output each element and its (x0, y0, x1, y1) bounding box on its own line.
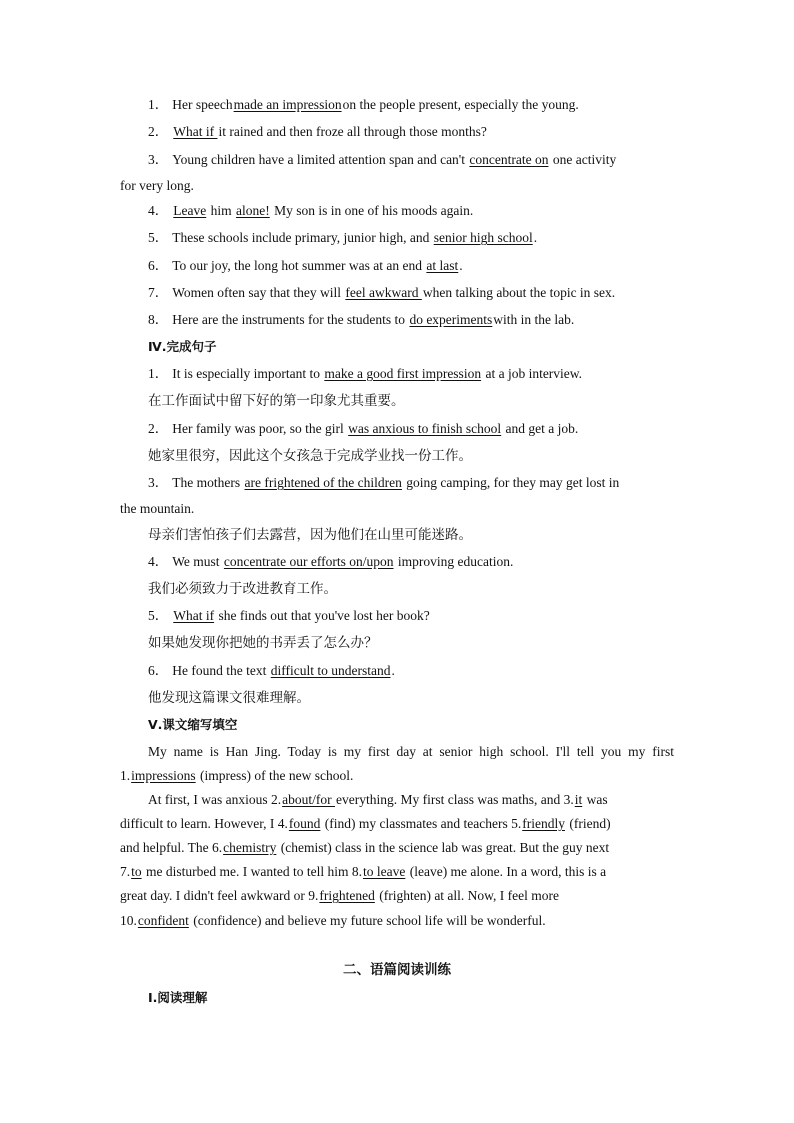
sentence-4-3 (148, 474, 674, 492)
sentence-3-8 (148, 311, 674, 329)
translation-4-2: 她家里很穷，因此这个女孩急于完成学业找一份工作。 (148, 448, 472, 464)
sentence-text: . (391, 663, 395, 678)
sentence-3-7 (148, 284, 674, 302)
section-title-reading: 二、语篇阅读训练 (343, 962, 451, 978)
translation-4-5: 如果她发现你把她的书弄丢了怎么办？ (148, 635, 378, 651)
sentence-text: (chemist) class in the science lab was great. But the guy next (280, 840, 610, 855)
sentence-text: (confidence) and believe my future school life will be wonderful. (193, 913, 546, 928)
sentence-3-5 (148, 229, 674, 247)
section-heading-4: Ⅳ.完成句子 (148, 339, 217, 354)
sentence-text: (impress) of the new school. (200, 768, 354, 783)
answer-blank: concentrate on (469, 152, 549, 167)
sentence-text: My son is in one of his moods again. (274, 203, 474, 218)
sentence-text: me disturbed me. I wanted to tell him 8. (146, 864, 362, 879)
summary-line-1: My name is Han Jing. Today is my first day at senior high school. I'll tell you my first (148, 744, 674, 759)
answer-blank: to (131, 864, 142, 879)
answer-blank: confident (137, 913, 189, 928)
sentence-text: At first, I was anxious 2. (148, 792, 282, 807)
blank-number: 7. (120, 864, 131, 879)
answer-blank: impressions (131, 768, 196, 783)
item-number: 2． (148, 124, 169, 139)
item-number: 5． (148, 608, 169, 623)
sentence-text: Women often say that they will (172, 285, 341, 300)
sentence-text: improving education. (397, 554, 514, 569)
sentence-text: Her speech (172, 97, 233, 112)
answer-blank: at last (426, 258, 459, 273)
sentence-text: everything. My first class was maths, and 3. (335, 792, 574, 807)
sentence-text: was (586, 792, 608, 807)
item-number: 4． (148, 554, 169, 569)
sentence-3-3 (148, 151, 674, 169)
sentence-3-1 (148, 96, 674, 114)
answer-blank: frightened (319, 888, 375, 903)
sentence-text: it rained and then froze all through those months? (218, 124, 487, 139)
answer-blank: What if (173, 124, 218, 139)
answer-blank: it (574, 792, 583, 807)
summary-line-7 (120, 887, 646, 905)
blank-number: 10. (120, 913, 137, 928)
translation-4-6: 他发现这篇课文很难理解。 (148, 690, 310, 706)
sentence-text: with in the lab. (493, 312, 575, 327)
sentence-4-5 (148, 607, 674, 625)
sentence-text: on the people present, especially the young. (342, 97, 579, 112)
sentence-text: she finds out that you've lost her book? (218, 608, 430, 623)
sentence-text: The mothers (172, 475, 241, 490)
sentence-4-2 (148, 420, 674, 438)
item-number: 6． (148, 258, 169, 273)
sentence-text: We must (172, 554, 220, 569)
sentence-text: These schools include primary, junior high, and (172, 230, 430, 245)
sentence-text: (find) my classmates and teachers 5. (324, 816, 522, 831)
sentence-3-2 (148, 123, 674, 141)
sentence-3-4 (148, 202, 674, 220)
answer-blank: feel awkward (345, 285, 422, 300)
sentence-text: great day. I didn't feel awkward or 9. (120, 888, 319, 903)
item-number: 1． (148, 97, 169, 112)
answer-blank: What if (173, 608, 215, 623)
answer-blank: are frightened of the children (244, 475, 402, 490)
item-number: 3． (148, 475, 169, 490)
blank-number: 1. (120, 768, 131, 783)
sentence-text: at a job interview. (485, 366, 583, 381)
sentence-text: It is especially important to (172, 366, 320, 381)
item-number: 5． (148, 230, 169, 245)
sentence-text: . (459, 258, 463, 273)
sentence-text: and get a job. (505, 421, 579, 436)
sentence-text: one activity (552, 152, 617, 167)
item-number: 2． (148, 421, 169, 436)
answer-blank: make a good first impression (324, 366, 482, 381)
answer-blank: difficult to understand (270, 663, 391, 678)
sentence-3-6 (148, 257, 674, 275)
sentence-text: Young children have a limited attention span and can't (172, 152, 465, 167)
sentence-text: going camping, for they may get lost in (406, 475, 620, 490)
summary-line-6 (120, 863, 646, 881)
sentence-text: him (210, 203, 232, 218)
translation-4-3: 母亲们害怕孩子们去露营，因为他们在山里可能迷路。 (148, 527, 472, 543)
answer-blank: Leave (173, 203, 207, 218)
sentence-text: To our joy, the long hot summer was at an end (172, 258, 423, 273)
answer-blank: about/for (282, 792, 335, 807)
translation-4-4: 我们必须致力于改进教育工作。 (148, 581, 337, 597)
section-heading-5: Ⅴ.课文缩写填空 (148, 717, 238, 732)
sentence-text: He found the text (172, 663, 267, 678)
summary-line-2 (120, 767, 646, 785)
sentence-text: for very long. (120, 178, 194, 193)
sentence-text: difficult to learn. However, I 4. (120, 816, 288, 831)
item-number: 3． (148, 152, 169, 167)
sentence-3-3-cont (120, 177, 646, 195)
sentence-4-4 (148, 553, 674, 571)
summary-line-5 (120, 839, 646, 857)
answer-blank: friendly (522, 816, 565, 831)
sentence-text: (friend) (569, 816, 611, 831)
summary-line-3 (148, 791, 674, 809)
answer-blank: chemistry (223, 840, 277, 855)
sentence-text: Here are the instruments for the students to (172, 312, 406, 327)
answer-blank: do experiments (409, 312, 493, 327)
sentence-text: when talking about the topic in sex. (422, 285, 616, 300)
sentence-text: . (533, 230, 538, 245)
section-heading-reading: Ⅰ.阅读理解 (148, 990, 208, 1005)
item-number: 8． (148, 312, 169, 327)
sentence-4-1 (148, 365, 674, 383)
item-number: 4． (148, 203, 169, 218)
sentence-text: Her family was poor, so the girl (172, 421, 344, 436)
item-number: 7． (148, 285, 169, 300)
item-number: 6． (148, 663, 169, 678)
answer-blank: senior high school (433, 230, 533, 245)
sentence-text: (frighten) at all. Now, I feel more (379, 888, 560, 903)
answer-blank: found (288, 816, 321, 831)
answer-blank: was anxious to finish school (348, 421, 502, 436)
sentence-4-6 (148, 662, 674, 680)
item-number: 1． (148, 366, 169, 381)
answer-blank: concentrate our efforts on/upon (223, 554, 394, 569)
translation-4-1: 在工作面试中留下好的第一印象尤其重要。 (148, 393, 405, 409)
answer-blank: to leave (362, 864, 406, 879)
summary-line-8 (120, 912, 646, 930)
summary-line-4 (120, 815, 646, 833)
sentence-text: (leave) me alone. In a word, this is a (409, 864, 607, 879)
sentence-4-3-cont: the mountain. (120, 501, 195, 516)
answer-blank: alone! (236, 203, 270, 218)
sentence-text: and helpful. The 6. (120, 840, 223, 855)
answer-blank: made an impression (233, 97, 342, 112)
